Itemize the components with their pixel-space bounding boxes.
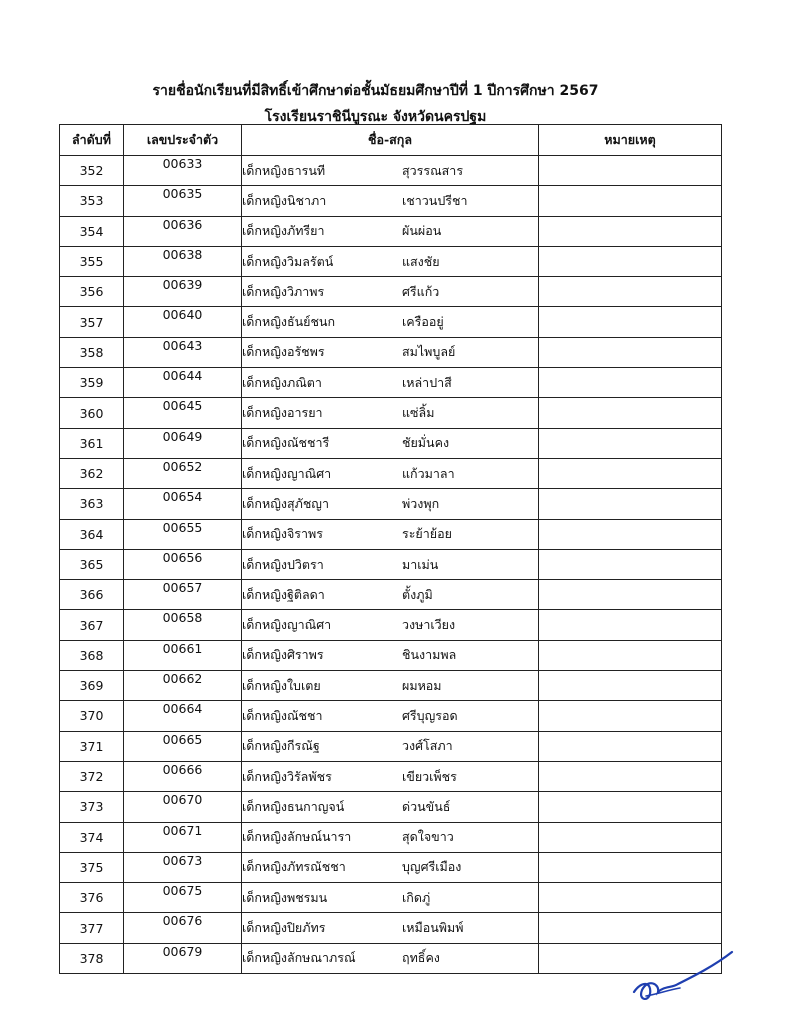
table-row (60, 489, 722, 519)
remark-cell (539, 580, 722, 610)
last-name: วงษาเวียง (402, 617, 456, 633)
student-name (242, 883, 539, 913)
student-id: 00666 (124, 761, 242, 791)
table-row (60, 156, 722, 186)
student-name (242, 307, 539, 337)
student-id: 00655 (124, 519, 242, 549)
last-name: เขียวเพ็ชร (402, 768, 457, 784)
order-number: 375 (60, 852, 124, 882)
order-number: 353 (60, 186, 124, 216)
order-number: 374 (60, 822, 124, 852)
student-id: 00673 (124, 852, 242, 882)
student-name (242, 580, 539, 610)
first-name: เด็กหญิงภณิตา (242, 374, 322, 390)
first-name: เด็กหญิงพชรมน (242, 889, 328, 905)
col-header-remark: หมายเหตุ (539, 125, 722, 156)
order-number: 378 (60, 943, 124, 973)
order-number: 355 (60, 246, 124, 276)
order-number: 358 (60, 337, 124, 367)
order-number: 365 (60, 549, 124, 579)
remark-cell (539, 610, 722, 640)
first-name: เด็กหญิงญาณิศา (242, 465, 332, 481)
table-row (60, 822, 722, 852)
order-number: 362 (60, 458, 124, 488)
table-row (60, 580, 722, 610)
document-title: รายชื่อนักเรียนที่มีสิทธิ์เข้าศึกษาต่อชั้นมัธยมศึกษาปีที่ 1 ปีการศึกษา 2567 (152, 83, 599, 99)
table-row (60, 792, 722, 822)
order-number: 372 (60, 761, 124, 791)
col-header-order: ลำดับที่ (60, 125, 124, 156)
first-name: เด็กหญิงนิชาภา (242, 192, 327, 208)
first-name: เด็กหญิงลักษณาภรณ์ (242, 950, 356, 966)
student-id: 00676 (124, 913, 242, 943)
first-name: เด็กหญิงจิราพร (242, 526, 323, 542)
order-number: 354 (60, 216, 124, 246)
first-name: เด็กหญิงธนกาญจน์ (242, 798, 345, 814)
signature (628, 944, 738, 1004)
last-name: เชาวนปรีชา (402, 192, 468, 208)
student-name (242, 519, 539, 549)
last-name: ชัยมั่นคง (402, 435, 450, 451)
student-name (242, 156, 539, 186)
last-name: ศรีแก้ว (402, 283, 440, 299)
remark-cell (539, 761, 722, 791)
student-name (242, 943, 539, 973)
table-row (60, 701, 722, 731)
student-name (242, 186, 539, 216)
student-id: 00635 (124, 186, 242, 216)
remark-cell (539, 640, 722, 670)
first-name: เด็กหญิงสุภัชญา (242, 495, 329, 511)
col-header-id: เลขประจำตัว (124, 125, 242, 156)
last-name: เครืออยู่ (402, 314, 444, 330)
table-row (60, 913, 722, 943)
table-row (60, 277, 722, 307)
table-row (60, 519, 722, 549)
first-name: เด็กหญิงศิราพร (242, 647, 324, 663)
first-name: เด็กหญิงภัทรียา (242, 223, 325, 239)
table-row (60, 761, 722, 791)
order-number: 376 (60, 883, 124, 913)
first-name: เด็กหญิงปวิตรา (242, 556, 324, 572)
student-name (242, 246, 539, 276)
student-id: 00661 (124, 640, 242, 670)
table-row (60, 943, 722, 973)
student-id: 00636 (124, 216, 242, 246)
table-row (60, 640, 722, 670)
student-id: 00664 (124, 701, 242, 731)
last-name: แก้วมาลา (402, 465, 455, 481)
order-number: 366 (60, 580, 124, 610)
first-name: เด็กหญิงกีรณัฐ (242, 738, 320, 754)
col-header-name: ชื่อ-สกุล (242, 125, 539, 156)
remark-cell (539, 246, 722, 276)
order-number: 359 (60, 368, 124, 398)
student-name (242, 640, 539, 670)
remark-cell (539, 792, 722, 822)
first-name: เด็กหญิงณัชชา (242, 707, 323, 723)
first-name: เด็กหญิงธันย์ชนก (242, 314, 336, 330)
student-name (242, 701, 539, 731)
remark-cell (539, 428, 722, 458)
table-row (60, 883, 722, 913)
order-number: 364 (60, 519, 124, 549)
student-name (242, 337, 539, 367)
first-name: เด็กหญิงวิรัลพัชร (242, 768, 332, 784)
last-name: แซ่ลิ้ม (402, 405, 435, 421)
first-name: เด็กหญิงปิยภัทร (242, 920, 326, 936)
remark-cell (539, 489, 722, 519)
student-id: 00633 (124, 156, 242, 186)
student-id: 00652 (124, 458, 242, 488)
student-name (242, 852, 539, 882)
student-name (242, 398, 539, 428)
last-name: วงศ์โสภา (402, 738, 453, 754)
student-name (242, 913, 539, 943)
remark-cell (539, 368, 722, 398)
remark-cell (539, 549, 722, 579)
first-name: เด็กหญิงอารยา (242, 405, 323, 421)
order-number: 369 (60, 671, 124, 701)
table-row (60, 337, 722, 367)
last-name: เหมือนพิมพ์ (402, 920, 464, 936)
order-number: 360 (60, 398, 124, 428)
student-name (242, 368, 539, 398)
last-name: สมไพบูลย์ (402, 344, 456, 360)
remark-cell (539, 186, 722, 216)
remark-cell (539, 913, 722, 943)
student-name (242, 822, 539, 852)
first-name: เด็กหญิงณัชชารี (242, 435, 330, 451)
first-name: เด็กหญิงลักษณ์นารา (242, 829, 352, 845)
first-name: เด็กหญิงวิภาพร (242, 283, 325, 299)
order-number: 361 (60, 428, 124, 458)
order-number: 368 (60, 640, 124, 670)
first-name: เด็กหญิงวิมลรัตน์ (242, 253, 334, 269)
student-id: 00654 (124, 489, 242, 519)
student-name (242, 792, 539, 822)
last-name: ตั้งภูมิ (402, 586, 433, 602)
remark-cell (539, 822, 722, 852)
student-id: 00645 (124, 398, 242, 428)
last-name: ผันผ่อน (402, 223, 442, 239)
order-number: 371 (60, 731, 124, 761)
student-id: 00658 (124, 610, 242, 640)
table-row (60, 428, 722, 458)
student-name (242, 761, 539, 791)
remark-cell (539, 883, 722, 913)
first-name: เด็กหญิงภัทรณัชชา (242, 859, 346, 875)
student-id: 00670 (124, 792, 242, 822)
student-id: 00649 (124, 428, 242, 458)
student-id: 00656 (124, 549, 242, 579)
last-name: สุดใจขาว (402, 829, 454, 845)
student-id: 00638 (124, 246, 242, 276)
order-number: 370 (60, 701, 124, 731)
order-number: 367 (60, 610, 124, 640)
remark-cell (539, 671, 722, 701)
last-name: บุญศรีเมือง (402, 859, 462, 875)
student-name (242, 489, 539, 519)
last-name: เกิดภู่ (402, 889, 431, 905)
last-name: ด่วนขันธ์ (402, 798, 451, 814)
table-row (60, 398, 722, 428)
last-name: เหล่าปาสี (402, 374, 452, 390)
remark-cell (539, 731, 722, 761)
last-name: ชินงามพล (402, 647, 457, 663)
table-row (60, 549, 722, 579)
student-name (242, 277, 539, 307)
first-name: เด็กหญิงญาณิศา (242, 617, 332, 633)
student-name (242, 549, 539, 579)
first-name: เด็กหญิงใบเตย (242, 677, 321, 693)
student-id: 00639 (124, 277, 242, 307)
remark-cell (539, 458, 722, 488)
student-id: 00679 (124, 943, 242, 973)
table-header-row (60, 125, 722, 156)
student-name (242, 458, 539, 488)
remark-cell (539, 277, 722, 307)
student-id: 00675 (124, 883, 242, 913)
last-name: พ่วงพุก (402, 495, 440, 511)
table-row (60, 186, 722, 216)
table-row (60, 671, 722, 701)
order-number: 363 (60, 489, 124, 519)
student-id: 00671 (124, 822, 242, 852)
order-number: 357 (60, 307, 124, 337)
remark-cell (539, 519, 722, 549)
order-number: 352 (60, 156, 124, 186)
last-name: แสงชัย (402, 253, 440, 269)
student-id: 00665 (124, 731, 242, 761)
last-name: ผมหอม (402, 677, 442, 693)
first-name: เด็กหญิงธารนที (242, 162, 326, 178)
first-name: เด็กหญิงฐิติลดา (242, 586, 325, 602)
table-row (60, 368, 722, 398)
remark-cell (539, 307, 722, 337)
student-id: 00644 (124, 368, 242, 398)
last-name: สุวรรณสาร (402, 162, 464, 178)
student-id: 00657 (124, 580, 242, 610)
student-id: 00643 (124, 337, 242, 367)
remark-cell (539, 701, 722, 731)
table-row (60, 731, 722, 761)
first-name: เด็กหญิงอรัชพร (242, 344, 325, 360)
student-name (242, 671, 539, 701)
student-name (242, 428, 539, 458)
order-number: 356 (60, 277, 124, 307)
student-table (59, 124, 722, 974)
student-id: 00662 (124, 671, 242, 701)
last-name: ฤทธิ์คง (402, 950, 440, 966)
remark-cell (539, 852, 722, 882)
remark-cell (539, 156, 722, 186)
last-name: ระย้าย้อย (402, 526, 452, 542)
table-row (60, 610, 722, 640)
last-name: มาเม่น (402, 556, 439, 572)
table-row (60, 458, 722, 488)
table-row (60, 216, 722, 246)
table-row (60, 246, 722, 276)
last-name: ศรีบุญรอด (402, 707, 458, 723)
school-name: โรงเรียนราชินีบูรณะ จังหวัดนครปฐม (264, 109, 487, 125)
student-name (242, 216, 539, 246)
table-row (60, 307, 722, 337)
student-name (242, 731, 539, 761)
order-number: 373 (60, 792, 124, 822)
remark-cell (539, 337, 722, 367)
remark-cell (539, 398, 722, 428)
student-id: 00640 (124, 307, 242, 337)
order-number: 377 (60, 913, 124, 943)
student-name (242, 610, 539, 640)
table-row (60, 852, 722, 882)
remark-cell (539, 216, 722, 246)
